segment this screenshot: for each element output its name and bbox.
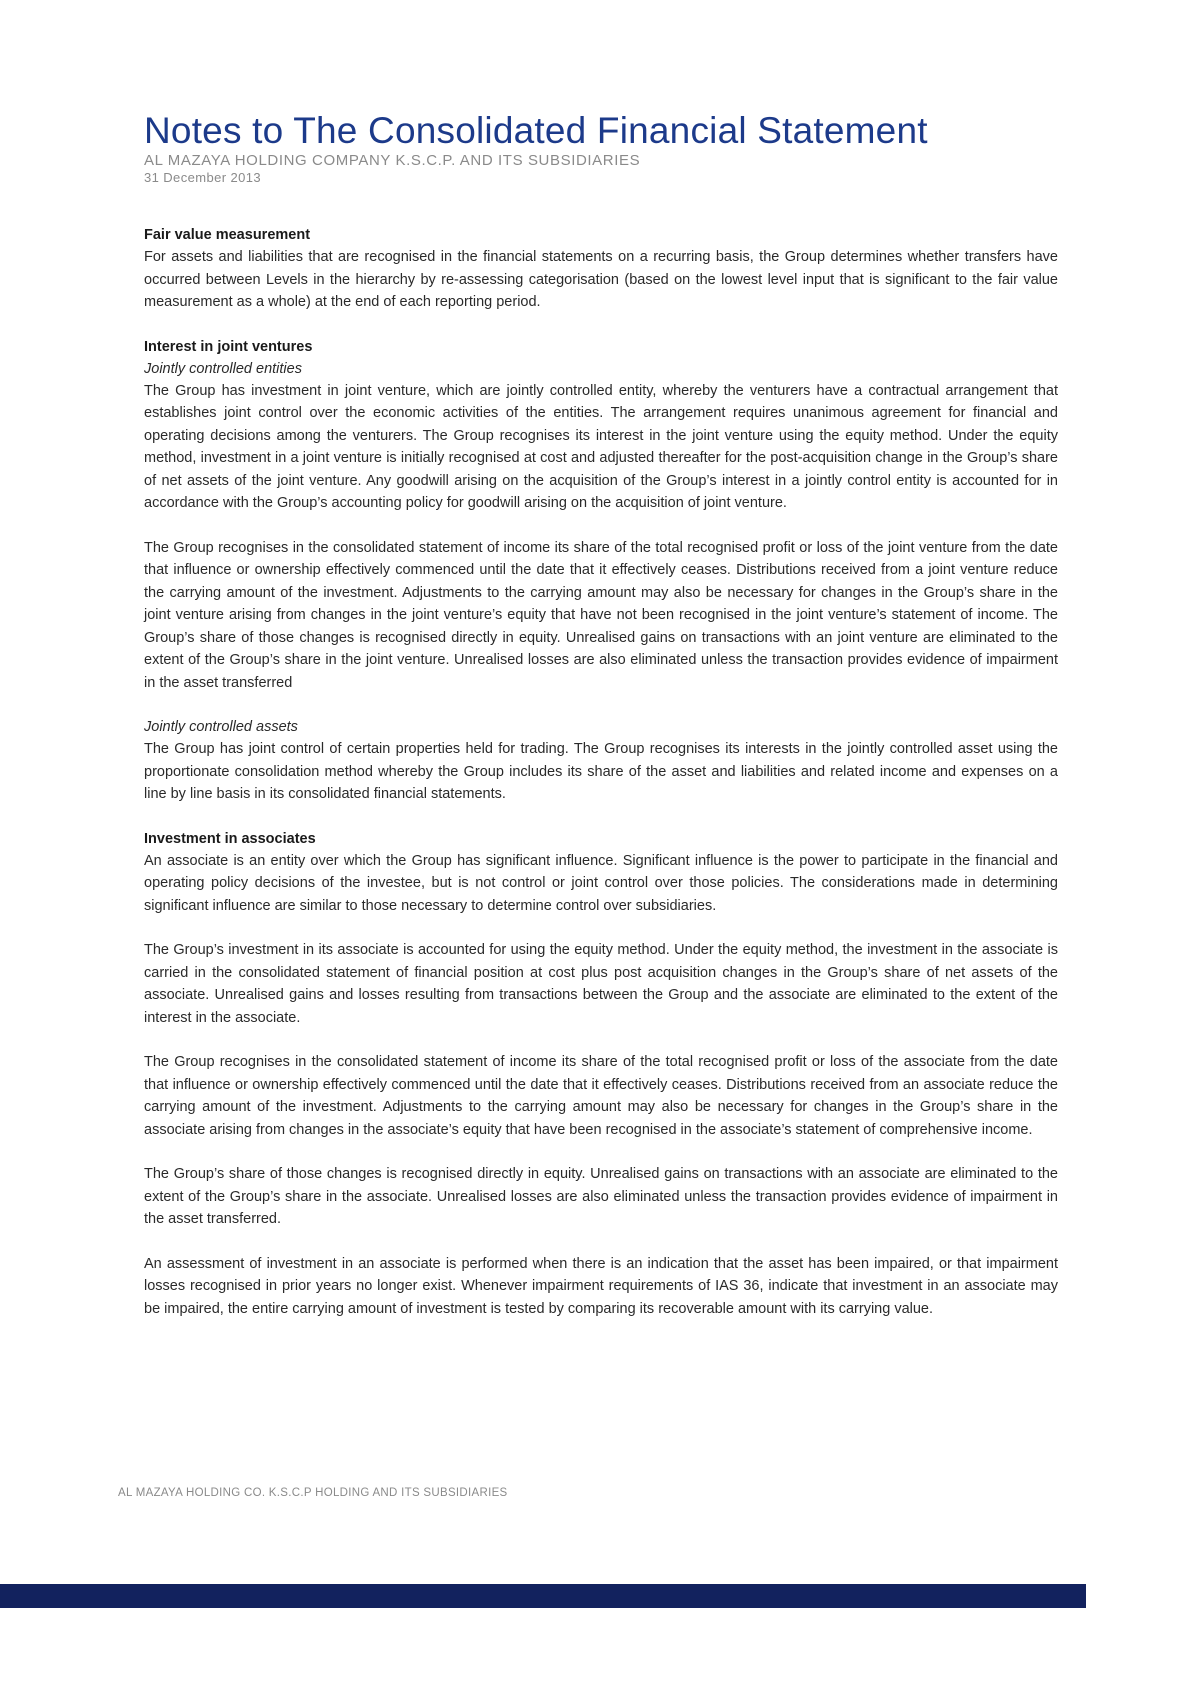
paragraph-joint-ventures-1: The Group has investment in joint venture, which are jointly controlled entity, whereby the venturers have a contractual arrangement that establishes joint control over the economic activities of the entities. The arrangement requires unanimous agreement for financial and operating decisions among the venturers. The Group recognises its interest in the joint venture using the equity method. Under the equity method, investment in a joint venture is initially recognised at cost and adjusted thereafter for the post-acquisition change in the Group’s share of net assets of the joint venture. Any goodwill arising on the acquisition of the Group’s interest in a jointly control entity is accounted for in accordance with the Group’s accounting policy for goodwill arising on the acquisition of joint venture. (144, 382, 1058, 511)
section-heading-joint-ventures: Interest in joint ventures (144, 338, 313, 355)
paragraph-associates-4: The Group’s share of those changes is recognised directly in equity. Unrealised gains on transactions with an associate are eliminated to the extent of the Group’s share in the associate. Unrealised losses are also eliminated unless the transaction provides evidence of impairment in the asset transferred. (144, 1166, 1058, 1227)
paragraph-joint-ventures-2: The Group recognises in the consolidated statement of income its share of the total recognised profit or loss of the joint venture from the date that influence or ownership effectively commenced until the date that it effectively ceases. Distributions received from a joint venture reduce the carrying amount of the investment. Adjustments to the carrying amount may also be necessary for changes in the Group’s share in the joint venture arising from changes in the joint venture’s equity that have not been recognised in the joint venture’s statement of income. The Group’s share of those changes is recognised directly in equity. Unrealised gains on transactions with an joint venture are eliminated to the extent of the Group’s share in the joint venture. Unrealised losses are also eliminated unless the transaction provides evidence of impairment in the asset transferred (144, 539, 1058, 691)
company-subtitle: AL MAZAYA HOLDING COMPANY K.S.C.P. AND ITS SUBSIDIARIES (144, 152, 641, 169)
notes-content (144, 224, 1058, 1320)
footer-company-name: AL MAZAYA HOLDING CO. K.S.C.P HOLDING AND ITS SUBSIDIARIES (118, 1487, 508, 1499)
paragraph-fair-value: For assets and liabilities that are recognised in the financial statements on a recurring basis, the Group determines whether transfers have occurred between Levels in the hierarchy by re-assessing categorisation (based on the lowest level input that is significant to the fair value measurement as a whole) at the end of each reporting period. (144, 249, 1058, 310)
sub-heading-jointly-controlled-entities: Jointly controlled entities (144, 360, 302, 377)
page-title: Notes to The Consolidated Financial Statement (144, 110, 928, 151)
section-heading-associates: Investment in associates (144, 830, 316, 847)
section-heading-fair-value: Fair value measurement (144, 227, 311, 243)
paragraph-associates-3: The Group recognises in the consolidated statement of income its share of the total recognised profit or loss of the associate from the date that influence or ownership effectively commenced until the date that it effectively ceases. Distributions received from an associate reduce the carrying amount of the investment. Adjustments to the carrying amount may also be necessary for changes in the Group’s share in the associate arising from changes in the associate’s equity that have been recognised in the associate’s statement of comprehensive income. (144, 1054, 1058, 1138)
statement-date: 31 December 2013 (144, 170, 261, 185)
paragraph-associates-1: An associate is an entity over which the Group has significant influence. Significant influence is the power to participate in the financial and operating policy decisions of the investee, but is not control or joint control over those policies. The considerations made in determining significant influence are similar to those necessary to determine control over subsidiaries. (144, 852, 1058, 914)
paragraph-joint-ventures-3: The Group has joint control of certain properties held for trading. The Group recognises its interests in the jointly controlled asset using the proportionate consolidation method whereby the Group includes its share of the asset and liabilities and related income and expenses on a line by line basis in its consolidated financial statements. (144, 741, 1058, 802)
paragraph-associates-5: An assessment of investment in an associate is performed when there is an indication that the asset has been impaired, or that impairment losses recognised in prior years no longer exist. Whenever impairment requirements of IAS 36, indicate that investment in an associate may be impaired, the entire carrying amount of investment is tested by comparing its recoverable amount with its carrying value. (144, 1255, 1058, 1317)
page-header (144, 110, 1084, 186)
footer-bar (0, 1584, 1086, 1608)
paragraph-associates-2: The Group’s investment in its associate is accounted for using the equity method. Under the equity method, the investment in the associate is carried in the consolidated statement of financial position at cost plus post acquisition changes in the Group’s share of net assets of the associate. Unrealised gains and losses resulting from transactions between the Group and the associate are eliminated to the extent of the interest in the associate. (144, 942, 1058, 1026)
sub-heading-jointly-controlled-assets: Jointly controlled assets (144, 719, 298, 735)
